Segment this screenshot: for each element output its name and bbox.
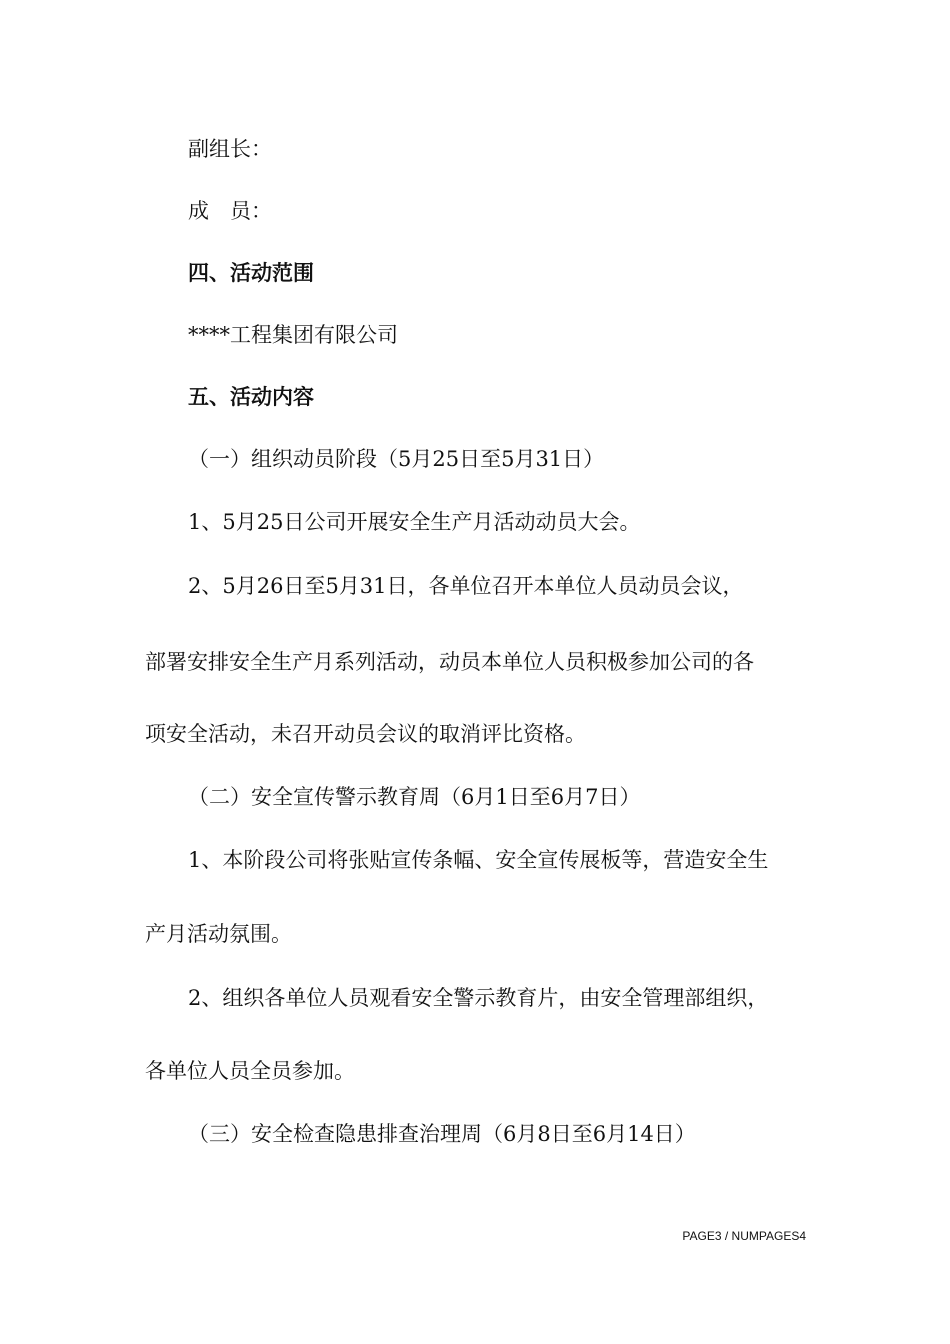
paragraph-line: 各单位人员全员参加。 — [145, 1059, 355, 1083]
section-heading-scope: 四、活动范围 — [188, 261, 314, 285]
section-heading-content: 五、活动内容 — [188, 385, 314, 409]
paragraph-line: 1、5月25日公司开展安全生产月活动动员大会。 — [188, 510, 641, 534]
subsection-heading-publicity: （二）安全宣传警示教育周（6月1日至6月7日） — [188, 785, 641, 809]
paragraph-line: 1、本阶段公司将张贴宣传条幅、安全宣传展板等，营造安全生 — [188, 848, 769, 872]
subsection-heading-mobilization: （一）组织动员阶段（5月25日至5月31日） — [188, 447, 605, 471]
page-number-footer: PAGE3 / NUMPAGES4 — [682, 1229, 806, 1243]
paragraph-line: 2、5月26日至5月31日，各单位召开本单位人员动员会议， — [188, 574, 744, 598]
members-line: 成 员： — [188, 199, 272, 223]
paragraph-line: 2、组织各单位人员观看安全警示教育片，由安全管理部组织， — [188, 986, 769, 1010]
company-name-line: ****工程集团有限公司 — [188, 323, 398, 347]
paragraph-line: 部署安排安全生产月系列活动，动员本单位人员积极参加公司的各 — [145, 650, 754, 674]
deputy-leader-line: 副组长： — [188, 137, 272, 161]
subsection-heading-inspection: （三）安全检查隐患排查治理周（6月8日至6月14日） — [188, 1122, 696, 1146]
paragraph-line: 产月活动氛围。 — [145, 922, 292, 946]
paragraph-line: 项安全活动，未召开动员会议的取消评比资格。 — [145, 722, 586, 746]
